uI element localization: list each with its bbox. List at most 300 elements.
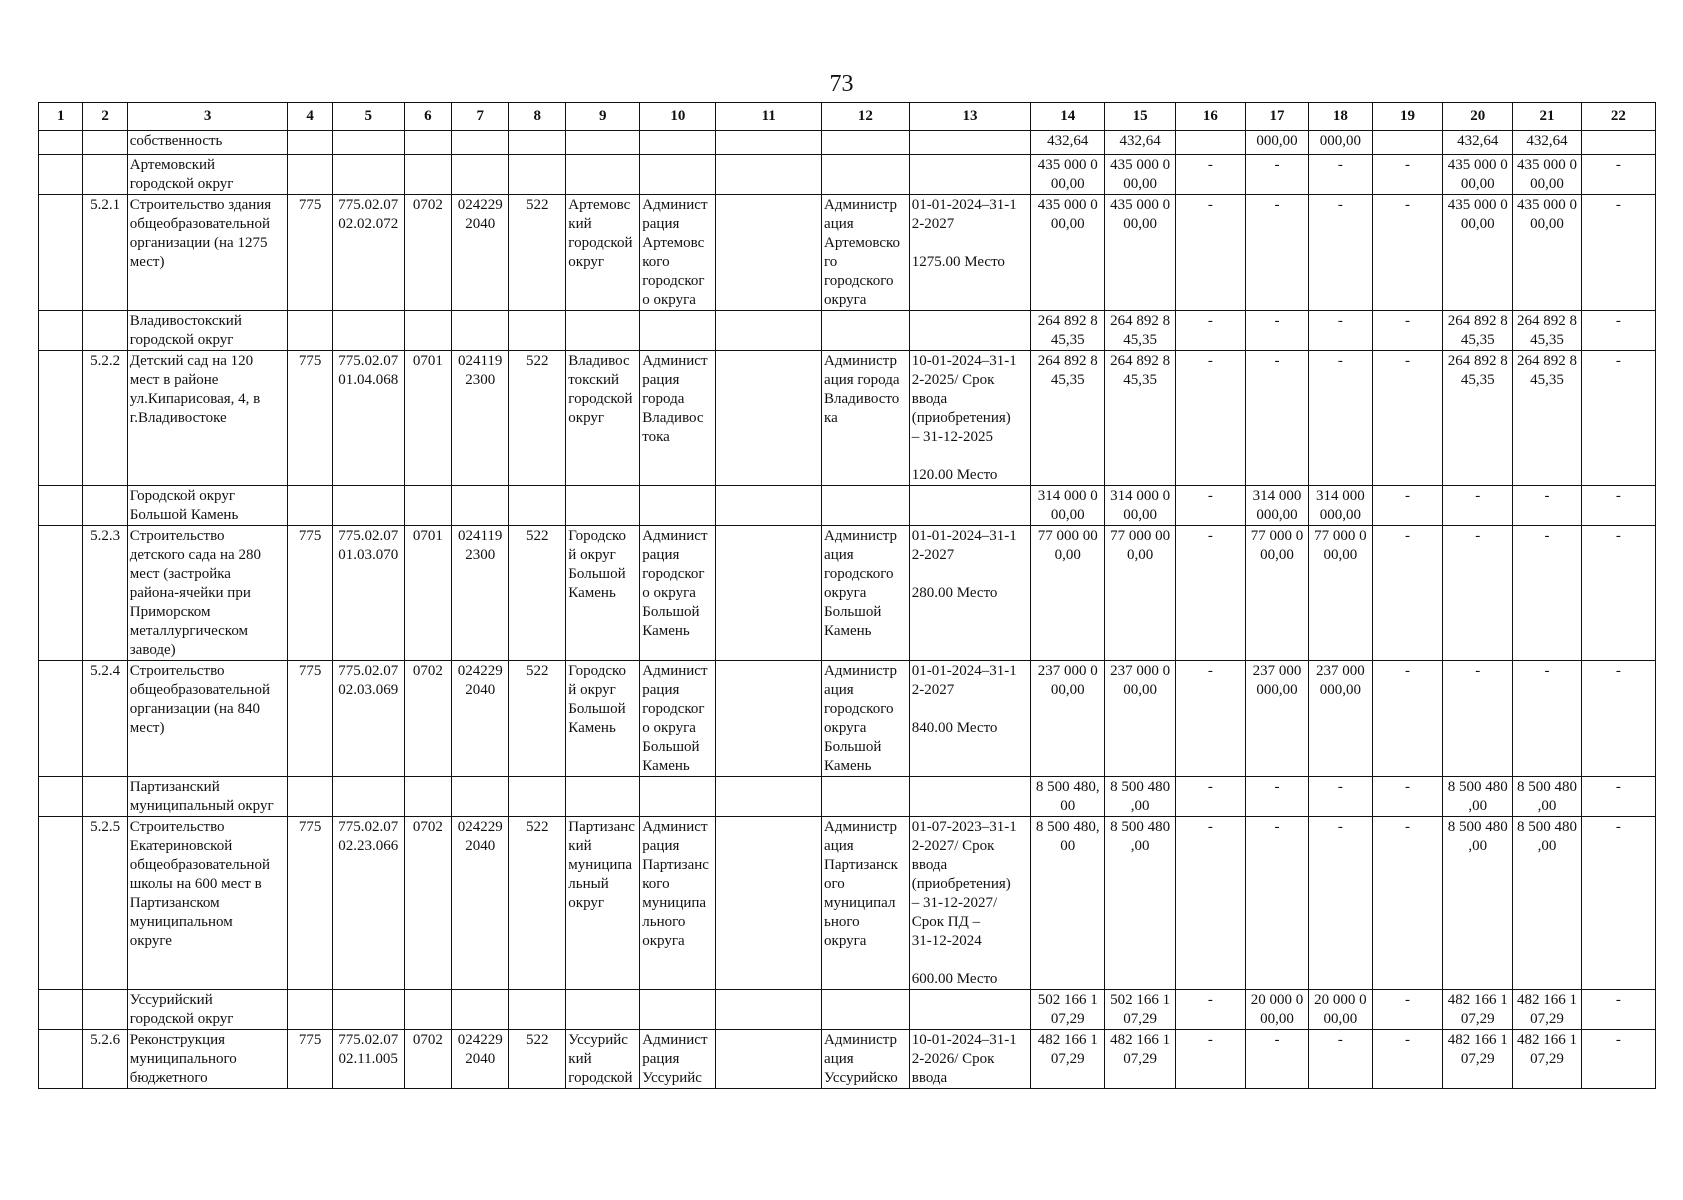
cell-col-10 bbox=[640, 131, 716, 155]
column-header-21: 21 bbox=[1513, 103, 1582, 131]
cell-col-19: - bbox=[1372, 817, 1443, 990]
cell-col-3: Строительство общеобразовательной организации (на 840 мест) bbox=[127, 661, 288, 777]
cell-col-10: Админист рация Артемовс кого городског о округа bbox=[640, 195, 716, 311]
cell-col-5: 775.02.07 02.11.005 bbox=[332, 1030, 404, 1089]
cell-col-13 bbox=[909, 155, 1031, 195]
cell-col-16: - bbox=[1176, 777, 1246, 817]
cell-col-1 bbox=[39, 131, 83, 155]
cell-col-20: 264 892 8 45,35 bbox=[1443, 311, 1513, 351]
cell-col-11 bbox=[716, 195, 822, 311]
cell-col-14: 314 000 0 00,00 bbox=[1031, 486, 1105, 526]
cell-col-14: 264 892 8 45,35 bbox=[1031, 351, 1105, 486]
cell-col-7 bbox=[452, 155, 509, 195]
cell-col-10: Админист рация Партизанс кого муниципа льного округа bbox=[640, 817, 716, 990]
cell-col-5 bbox=[332, 311, 404, 351]
cell-col-19: - bbox=[1372, 155, 1443, 195]
cell-col-21: 435 000 0 00,00 bbox=[1513, 195, 1582, 311]
item-row bbox=[39, 526, 1656, 661]
cell-col-3: Строительство Екатериновской общеобразовательной школы на 600 мест в Партизанском муниципальном округе bbox=[127, 817, 288, 990]
cell-col-10 bbox=[640, 777, 716, 817]
cell-col-3: Городской округ Большой Камень bbox=[127, 486, 288, 526]
cell-col-7 bbox=[452, 131, 509, 155]
cell-col-17: 77 000 0 00,00 bbox=[1245, 526, 1308, 661]
cell-col-13 bbox=[909, 777, 1031, 817]
cell-col-21: 8 500 480 ,00 bbox=[1513, 817, 1582, 990]
cell-col-12 bbox=[822, 131, 910, 155]
cell-col-3: Уссурийский городской округ bbox=[127, 990, 288, 1030]
item-row bbox=[39, 661, 1656, 777]
cell-col-9 bbox=[566, 311, 640, 351]
cell-col-19: - bbox=[1372, 777, 1443, 817]
cell-col-10 bbox=[640, 990, 716, 1030]
cell-col-18: - bbox=[1309, 155, 1372, 195]
cell-col-6 bbox=[404, 311, 452, 351]
cell-col-9: Городско й округ Большой Камень bbox=[566, 661, 640, 777]
cell-col-4: 775 bbox=[288, 195, 332, 311]
cell-col-21: - bbox=[1513, 526, 1582, 661]
column-header-16: 16 bbox=[1176, 103, 1246, 131]
cell-col-18: - bbox=[1309, 1030, 1372, 1089]
cell-col-17: - bbox=[1245, 1030, 1308, 1089]
cell-col-9: Уссурийс кий городской bbox=[566, 1030, 640, 1089]
cell-col-12: Администр ация городского округа Большой Камень bbox=[822, 526, 910, 661]
cell-col-13: 10-01-2024–31-1 2-2025/ Срок ввода (приобретения) – 31-12-2025 120.00 Место bbox=[909, 351, 1031, 486]
cell-col-12 bbox=[822, 777, 910, 817]
cell-col-10: Админист рация Уссурийс bbox=[640, 1030, 716, 1089]
cell-col-14: 435 000 0 00,00 bbox=[1031, 195, 1105, 311]
cell-col-21: 435 000 0 00,00 bbox=[1513, 155, 1582, 195]
cell-col-15: 502 166 1 07,29 bbox=[1105, 990, 1176, 1030]
cell-col-22: - bbox=[1581, 311, 1655, 351]
cell-col-9 bbox=[566, 777, 640, 817]
cell-col-12 bbox=[822, 990, 910, 1030]
cell-col-12 bbox=[822, 311, 910, 351]
cell-col-20: - bbox=[1443, 486, 1513, 526]
cell-col-22: - bbox=[1581, 817, 1655, 990]
cell-col-19 bbox=[1372, 131, 1443, 155]
cell-col-22: - bbox=[1581, 990, 1655, 1030]
cell-col-22: - bbox=[1581, 195, 1655, 311]
cell-col-16: - bbox=[1176, 526, 1246, 661]
column-header-5: 5 bbox=[332, 103, 404, 131]
cell-col-5: 775.02.07 01.03.070 bbox=[332, 526, 404, 661]
cell-col-9 bbox=[566, 155, 640, 195]
cell-col-18: 77 000 0 00,00 bbox=[1309, 526, 1372, 661]
cell-col-5 bbox=[332, 777, 404, 817]
cell-col-15: 264 892 8 45,35 bbox=[1105, 351, 1176, 486]
budget-table bbox=[38, 102, 1656, 1089]
cell-col-5: 775.02.07 02.02.072 bbox=[332, 195, 404, 311]
group-row bbox=[39, 155, 1656, 195]
cell-col-13 bbox=[909, 486, 1031, 526]
cell-col-17: - bbox=[1245, 817, 1308, 990]
cell-col-14: 432,64 bbox=[1031, 131, 1105, 155]
column-header-13: 13 bbox=[909, 103, 1031, 131]
column-header-18: 18 bbox=[1309, 103, 1372, 131]
cell-col-16: - bbox=[1176, 817, 1246, 990]
cell-col-5 bbox=[332, 990, 404, 1030]
cell-col-8: 522 bbox=[509, 351, 566, 486]
cell-col-16: - bbox=[1176, 661, 1246, 777]
cell-col-7: 024229 2040 bbox=[452, 817, 509, 990]
cell-col-4: 775 bbox=[288, 661, 332, 777]
cell-col-21: 8 500 480 ,00 bbox=[1513, 777, 1582, 817]
cell-col-5 bbox=[332, 486, 404, 526]
cell-col-8: 522 bbox=[509, 817, 566, 990]
cell-col-17: - bbox=[1245, 155, 1308, 195]
column-header-19: 19 bbox=[1372, 103, 1443, 131]
cell-col-9: Городско й округ Большой Камень bbox=[566, 526, 640, 661]
cell-col-2 bbox=[83, 311, 127, 351]
table-body bbox=[39, 131, 1656, 1089]
column-header-14: 14 bbox=[1031, 103, 1105, 131]
cell-col-8 bbox=[509, 311, 566, 351]
column-header-11: 11 bbox=[716, 103, 822, 131]
cell-col-8 bbox=[509, 155, 566, 195]
cell-col-3: Реконструкция муниципального бюджетного bbox=[127, 1030, 288, 1089]
cell-col-21: - bbox=[1513, 661, 1582, 777]
cell-col-15: 264 892 8 45,35 bbox=[1105, 311, 1176, 351]
cell-col-11 bbox=[716, 526, 822, 661]
cell-col-4 bbox=[288, 311, 332, 351]
cell-col-11 bbox=[716, 1030, 822, 1089]
cell-col-12: Администр ация Уссурийско bbox=[822, 1030, 910, 1089]
column-header-1: 1 bbox=[39, 103, 83, 131]
cell-col-7 bbox=[452, 990, 509, 1030]
cell-col-10: Админист рация городског о округа Большой Камень bbox=[640, 661, 716, 777]
cell-col-20: 8 500 480 ,00 bbox=[1443, 817, 1513, 990]
cell-col-2 bbox=[83, 131, 127, 155]
cell-col-16: - bbox=[1176, 990, 1246, 1030]
cell-col-6: 0702 bbox=[404, 817, 452, 990]
cell-col-4 bbox=[288, 486, 332, 526]
cell-col-17: 314 000 000,00 bbox=[1245, 486, 1308, 526]
cell-col-9: Владивос токский городской округ bbox=[566, 351, 640, 486]
cell-col-16: - bbox=[1176, 486, 1246, 526]
cell-col-13: 10-01-2024–31-1 2-2026/ Срок ввода bbox=[909, 1030, 1031, 1089]
cell-col-18: - bbox=[1309, 777, 1372, 817]
cell-col-18: - bbox=[1309, 817, 1372, 990]
group-row bbox=[39, 990, 1656, 1030]
group-row bbox=[39, 486, 1656, 526]
cell-col-6: 0702 bbox=[404, 1030, 452, 1089]
cell-col-12: Администр ация Артемовско го городского округа bbox=[822, 195, 910, 311]
column-header-20: 20 bbox=[1443, 103, 1513, 131]
cell-col-4 bbox=[288, 990, 332, 1030]
cell-col-11 bbox=[716, 311, 822, 351]
cell-col-4 bbox=[288, 155, 332, 195]
cell-col-17: - bbox=[1245, 311, 1308, 351]
cell-col-16: - bbox=[1176, 1030, 1246, 1089]
cell-col-11 bbox=[716, 661, 822, 777]
cell-col-20: 435 000 0 00,00 bbox=[1443, 195, 1513, 311]
cell-col-14: 435 000 0 00,00 bbox=[1031, 155, 1105, 195]
cell-col-19: - bbox=[1372, 526, 1443, 661]
cell-col-8: 522 bbox=[509, 661, 566, 777]
cell-col-12: Администр ация Партизанск ого муниципал ьного округа bbox=[822, 817, 910, 990]
cell-col-19: - bbox=[1372, 1030, 1443, 1089]
cell-col-18: - bbox=[1309, 311, 1372, 351]
cell-col-19: - bbox=[1372, 351, 1443, 486]
column-header-2: 2 bbox=[83, 103, 127, 131]
cell-col-9: Партизанс кий муниципа льный округ bbox=[566, 817, 640, 990]
cell-col-3: Строительство здания общеобразовательной организации (на 1275 мест) bbox=[127, 195, 288, 311]
cell-col-6: 0701 bbox=[404, 526, 452, 661]
cell-col-9 bbox=[566, 990, 640, 1030]
column-header-7: 7 bbox=[452, 103, 509, 131]
cell-col-6 bbox=[404, 155, 452, 195]
cell-col-22: - bbox=[1581, 1030, 1655, 1089]
cell-col-7 bbox=[452, 777, 509, 817]
cell-col-4: 775 bbox=[288, 817, 332, 990]
cell-col-2: 5.2.2 bbox=[83, 351, 127, 486]
cell-col-20: - bbox=[1443, 661, 1513, 777]
cell-col-3: Артемовский городской округ bbox=[127, 155, 288, 195]
cell-col-2: 5.2.5 bbox=[83, 817, 127, 990]
cell-col-22: - bbox=[1581, 526, 1655, 661]
cell-col-2 bbox=[83, 486, 127, 526]
cell-col-7: 024229 2040 bbox=[452, 1030, 509, 1089]
cell-col-2: 5.2.4 bbox=[83, 661, 127, 777]
cell-col-4: 775 bbox=[288, 526, 332, 661]
cell-col-1 bbox=[39, 1030, 83, 1089]
cell-col-1 bbox=[39, 486, 83, 526]
cell-col-20: 482 166 1 07,29 bbox=[1443, 990, 1513, 1030]
cell-col-2 bbox=[83, 777, 127, 817]
cell-col-20: 435 000 0 00,00 bbox=[1443, 155, 1513, 195]
cell-col-13 bbox=[909, 311, 1031, 351]
cell-col-15: 237 000 0 00,00 bbox=[1105, 661, 1176, 777]
cell-col-4 bbox=[288, 131, 332, 155]
cell-col-17: - bbox=[1245, 195, 1308, 311]
cell-col-20: - bbox=[1443, 526, 1513, 661]
cell-col-2: 5.2.6 bbox=[83, 1030, 127, 1089]
cell-col-7 bbox=[452, 311, 509, 351]
cell-col-5: 775.02.07 02.23.066 bbox=[332, 817, 404, 990]
cell-col-3: Детский сад на 120 мест в районе ул.Кипарисовая, 4, в г.Владивостоке bbox=[127, 351, 288, 486]
cell-col-18: - bbox=[1309, 351, 1372, 486]
cell-col-12: Администр ация города Владивосто ка bbox=[822, 351, 910, 486]
cell-col-8 bbox=[509, 777, 566, 817]
cell-col-13: 01-01-2024–31-1 2-2027 1275.00 Место bbox=[909, 195, 1031, 311]
cell-col-4: 775 bbox=[288, 351, 332, 486]
cell-col-21: 482 166 1 07,29 bbox=[1513, 990, 1582, 1030]
cell-col-10 bbox=[640, 155, 716, 195]
cell-col-6: 0701 bbox=[404, 351, 452, 486]
cell-col-13: 01-07-2023–31-1 2-2027/ Срок ввода (приобретения) – 31-12-2027/ Срок ПД – 31-12-2024 600.00 Место bbox=[909, 817, 1031, 990]
cell-col-21: 264 892 8 45,35 bbox=[1513, 351, 1582, 486]
cell-col-19: - bbox=[1372, 990, 1443, 1030]
cell-col-19: - bbox=[1372, 311, 1443, 351]
cell-col-13 bbox=[909, 990, 1031, 1030]
cell-col-18: 20 000 0 00,00 bbox=[1309, 990, 1372, 1030]
cell-col-9 bbox=[566, 486, 640, 526]
item-row bbox=[39, 351, 1656, 486]
cell-col-20: 432,64 bbox=[1443, 131, 1513, 155]
cell-col-9: Артемовс кий городской округ bbox=[566, 195, 640, 311]
cell-col-8 bbox=[509, 131, 566, 155]
cell-col-19: - bbox=[1372, 195, 1443, 311]
cell-col-17: 20 000 0 00,00 bbox=[1245, 990, 1308, 1030]
cell-col-2: 5.2.3 bbox=[83, 526, 127, 661]
cell-col-22: - bbox=[1581, 661, 1655, 777]
column-header-22: 22 bbox=[1581, 103, 1655, 131]
column-header-3: 3 bbox=[127, 103, 288, 131]
page-number: 73 bbox=[829, 71, 854, 97]
cell-col-17: - bbox=[1245, 351, 1308, 486]
cell-col-14: 502 166 1 07,29 bbox=[1031, 990, 1105, 1030]
cell-col-6 bbox=[404, 131, 452, 155]
cell-col-8: 522 bbox=[509, 526, 566, 661]
cell-col-6: 0702 bbox=[404, 661, 452, 777]
cell-col-2: 5.2.1 bbox=[83, 195, 127, 311]
cell-col-5 bbox=[332, 155, 404, 195]
cell-col-6: 0702 bbox=[404, 195, 452, 311]
cell-col-11 bbox=[716, 351, 822, 486]
cell-col-18: - bbox=[1309, 195, 1372, 311]
cell-col-8 bbox=[509, 990, 566, 1030]
cell-col-12 bbox=[822, 155, 910, 195]
cell-col-15: 77 000 00 0,00 bbox=[1105, 526, 1176, 661]
cell-col-2 bbox=[83, 155, 127, 195]
cell-col-22: - bbox=[1581, 155, 1655, 195]
cell-col-22: - bbox=[1581, 777, 1655, 817]
cell-col-16: - bbox=[1176, 311, 1246, 351]
cell-col-15: 314 000 0 00,00 bbox=[1105, 486, 1176, 526]
cell-col-15: 435 000 0 00,00 bbox=[1105, 155, 1176, 195]
cell-col-11 bbox=[716, 990, 822, 1030]
item-row bbox=[39, 195, 1656, 311]
cell-col-21: 264 892 8 45,35 bbox=[1513, 311, 1582, 351]
column-header-15: 15 bbox=[1105, 103, 1176, 131]
cell-col-22: - bbox=[1581, 486, 1655, 526]
cell-col-14: 8 500 480, 00 bbox=[1031, 777, 1105, 817]
cell-col-16 bbox=[1176, 131, 1246, 155]
cell-col-7 bbox=[452, 486, 509, 526]
cell-col-14: 237 000 0 00,00 bbox=[1031, 661, 1105, 777]
cell-col-21: - bbox=[1513, 486, 1582, 526]
cell-col-21: 482 166 1 07,29 bbox=[1513, 1030, 1582, 1089]
group-row bbox=[39, 777, 1656, 817]
cell-col-3: Партизанский муниципальный округ bbox=[127, 777, 288, 817]
cell-col-15: 482 166 1 07,29 bbox=[1105, 1030, 1176, 1089]
cell-col-17: - bbox=[1245, 777, 1308, 817]
cell-col-15: 8 500 480 ,00 bbox=[1105, 817, 1176, 990]
cell-col-8 bbox=[509, 486, 566, 526]
item-row bbox=[39, 817, 1656, 990]
group-row bbox=[39, 311, 1656, 351]
cell-col-4: 775 bbox=[288, 1030, 332, 1089]
cell-col-19: - bbox=[1372, 661, 1443, 777]
column-header-17: 17 bbox=[1245, 103, 1308, 131]
cell-col-1 bbox=[39, 661, 83, 777]
cell-col-16: - bbox=[1176, 351, 1246, 486]
cell-col-16: - bbox=[1176, 195, 1246, 311]
cell-col-20: 482 166 1 07,29 bbox=[1443, 1030, 1513, 1089]
cell-col-10 bbox=[640, 311, 716, 351]
cell-col-6 bbox=[404, 777, 452, 817]
cell-col-10 bbox=[640, 486, 716, 526]
cell-col-3: собственность bbox=[127, 131, 288, 155]
cell-col-11 bbox=[716, 777, 822, 817]
cell-col-11 bbox=[716, 131, 822, 155]
cell-col-22: - bbox=[1581, 351, 1655, 486]
column-header-6: 6 bbox=[404, 103, 452, 131]
cell-col-1 bbox=[39, 155, 83, 195]
cell-col-14: 482 166 1 07,29 bbox=[1031, 1030, 1105, 1089]
cell-col-18: 237 000 000,00 bbox=[1309, 661, 1372, 777]
cell-col-1 bbox=[39, 526, 83, 661]
cell-col-22 bbox=[1581, 131, 1655, 155]
cell-col-3: Строительство детского сада на 280 мест (застройка района-ячейки при Приморском металлургическом заводе) bbox=[127, 526, 288, 661]
cell-col-14: 77 000 00 0,00 bbox=[1031, 526, 1105, 661]
cell-col-6 bbox=[404, 990, 452, 1030]
column-header-9: 9 bbox=[566, 103, 640, 131]
cell-col-5 bbox=[332, 131, 404, 155]
cell-col-14: 264 892 8 45,35 bbox=[1031, 311, 1105, 351]
cell-col-13: 01-01-2024–31-1 2-2027 840.00 Место bbox=[909, 661, 1031, 777]
cell-col-21: 432,64 bbox=[1513, 131, 1582, 155]
cell-col-18: 000,00 bbox=[1309, 131, 1372, 155]
cell-col-7: 024119 2300 bbox=[452, 351, 509, 486]
cell-col-6 bbox=[404, 486, 452, 526]
column-number-row bbox=[39, 103, 1656, 131]
cell-col-13 bbox=[909, 131, 1031, 155]
cell-col-1 bbox=[39, 351, 83, 486]
column-header-4: 4 bbox=[288, 103, 332, 131]
cell-col-7: 024229 2040 bbox=[452, 195, 509, 311]
cell-col-1 bbox=[39, 990, 83, 1030]
cell-col-13: 01-01-2024–31-1 2-2027 280.00 Место bbox=[909, 526, 1031, 661]
cell-col-1 bbox=[39, 195, 83, 311]
cell-col-20: 264 892 8 45,35 bbox=[1443, 351, 1513, 486]
cell-col-17: 000,00 bbox=[1245, 131, 1308, 155]
cell-col-19: - bbox=[1372, 486, 1443, 526]
cell-col-1 bbox=[39, 777, 83, 817]
column-header-12: 12 bbox=[822, 103, 910, 131]
cell-col-5: 775.02.07 01.04.068 bbox=[332, 351, 404, 486]
item-row bbox=[39, 1030, 1656, 1089]
cell-col-10: Админист рация городског о округа Большой Камень bbox=[640, 526, 716, 661]
cell-col-10: Админист рация города Владивос тока bbox=[640, 351, 716, 486]
cell-col-12: Администр ация городского округа Большой Камень bbox=[822, 661, 910, 777]
cell-col-8: 522 bbox=[509, 195, 566, 311]
cell-col-9 bbox=[566, 131, 640, 155]
cell-col-11 bbox=[716, 817, 822, 990]
cell-col-1 bbox=[39, 311, 83, 351]
cell-col-2 bbox=[83, 990, 127, 1030]
cell-col-4 bbox=[288, 777, 332, 817]
cell-col-20: 8 500 480 ,00 bbox=[1443, 777, 1513, 817]
cell-col-17: 237 000 000,00 bbox=[1245, 661, 1308, 777]
cell-col-7: 024229 2040 bbox=[452, 661, 509, 777]
cell-col-15: 432,64 bbox=[1105, 131, 1176, 155]
cell-col-16: - bbox=[1176, 155, 1246, 195]
continuation-row bbox=[39, 131, 1656, 155]
cell-col-11 bbox=[716, 486, 822, 526]
cell-col-5: 775.02.07 02.03.069 bbox=[332, 661, 404, 777]
cell-col-12 bbox=[822, 486, 910, 526]
cell-col-8: 522 bbox=[509, 1030, 566, 1089]
cell-col-14: 8 500 480, 00 bbox=[1031, 817, 1105, 990]
cell-col-1 bbox=[39, 817, 83, 990]
cell-col-15: 435 000 0 00,00 bbox=[1105, 195, 1176, 311]
column-header-10: 10 bbox=[640, 103, 716, 131]
cell-col-7: 024119 2300 bbox=[452, 526, 509, 661]
cell-col-3: Владивостокский городской округ bbox=[127, 311, 288, 351]
column-header-8: 8 bbox=[509, 103, 566, 131]
cell-col-11 bbox=[716, 155, 822, 195]
